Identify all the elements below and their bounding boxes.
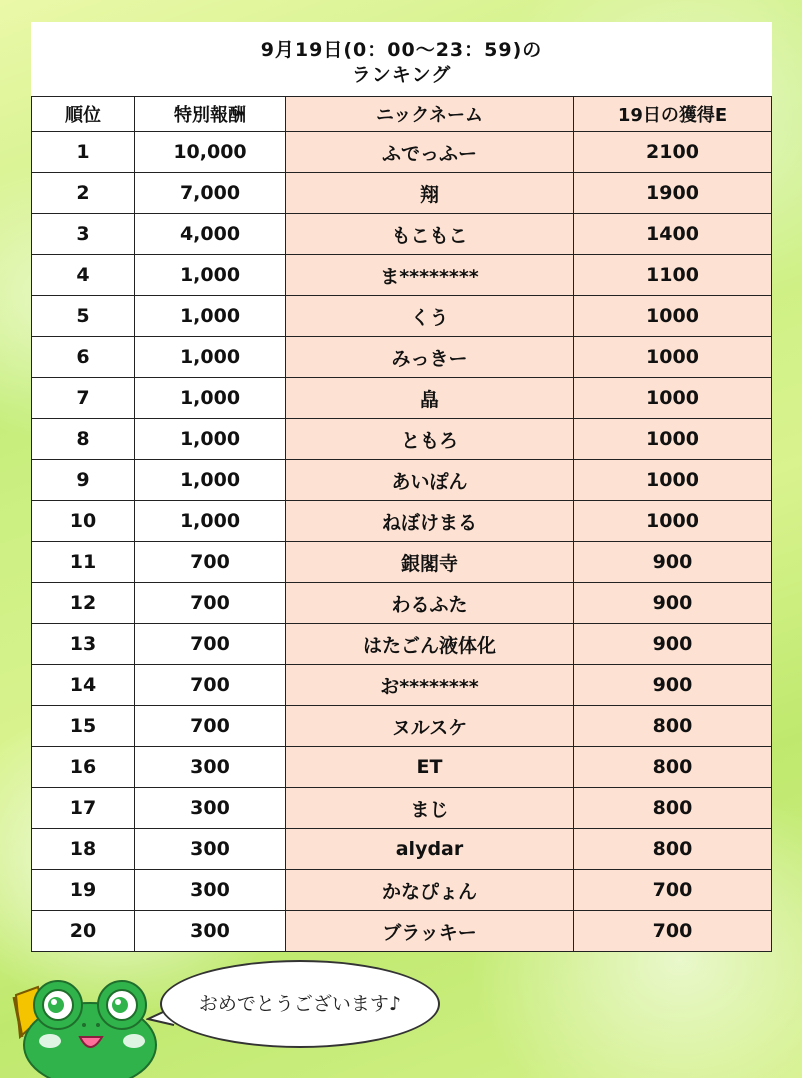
cell-reward: 300	[135, 911, 286, 952]
cell-nickname: ふでっふー	[286, 132, 574, 173]
cell-nickname: 皛	[286, 378, 574, 419]
table-row	[32, 829, 772, 870]
cell-nickname: ブラッキー	[286, 911, 574, 952]
frog-mascot-icon	[10, 975, 160, 1078]
cell-earned: 1000	[574, 419, 772, 460]
table-row	[32, 296, 772, 337]
cell-earned: 1000	[574, 337, 772, 378]
title-line-2: ランキング	[351, 64, 452, 86]
cell-rank: 18	[32, 829, 135, 870]
cell-reward: 1,000	[135, 419, 286, 460]
cell-reward: 1,000	[135, 255, 286, 296]
cell-rank: 11	[32, 542, 135, 583]
cell-rank: 13	[32, 624, 135, 665]
cell-nickname: まじ	[286, 788, 574, 829]
cell-earned: 700	[574, 870, 772, 911]
cell-rank: 3	[32, 214, 135, 255]
cell-nickname: 銀閣寺	[286, 542, 574, 583]
cell-nickname: ねぼけまる	[286, 501, 574, 542]
table-row	[32, 665, 772, 706]
cell-reward: 700	[135, 706, 286, 747]
table-row	[32, 132, 772, 173]
cell-rank: 20	[32, 911, 135, 952]
table-header-row	[32, 97, 772, 132]
cell-rank: 19	[32, 870, 135, 911]
header-reward: 特別報酬	[135, 97, 286, 132]
header-rank: 順位	[32, 97, 135, 132]
cell-rank: 8	[32, 419, 135, 460]
cell-rank: 2	[32, 173, 135, 214]
cell-nickname: 翔	[286, 173, 574, 214]
cell-nickname: ヌルスケ	[286, 706, 574, 747]
cell-reward: 1,000	[135, 460, 286, 501]
speech-bubble-text: おめでとうございます♪	[198, 993, 402, 1015]
table-row	[32, 378, 772, 419]
cell-nickname: あいぽん	[286, 460, 574, 501]
cell-rank: 16	[32, 747, 135, 788]
cell-earned: 1400	[574, 214, 772, 255]
cell-reward: 1,000	[135, 501, 286, 542]
table-row	[32, 542, 772, 583]
cell-earned: 2100	[574, 132, 772, 173]
table-row	[32, 501, 772, 542]
cell-earned: 900	[574, 583, 772, 624]
cell-earned: 1000	[574, 378, 772, 419]
cell-rank: 1	[32, 132, 135, 173]
cell-rank: 4	[32, 255, 135, 296]
cell-reward: 700	[135, 583, 286, 624]
cell-rank: 12	[32, 583, 135, 624]
table-row	[32, 255, 772, 296]
cell-earned: 900	[574, 665, 772, 706]
table-row	[32, 747, 772, 788]
cell-earned: 900	[574, 542, 772, 583]
cell-reward: 300	[135, 747, 286, 788]
cell-reward: 700	[135, 624, 286, 665]
cell-rank: 15	[32, 706, 135, 747]
cell-earned: 1000	[574, 296, 772, 337]
cell-nickname: ET	[286, 747, 574, 788]
table-row	[32, 419, 772, 460]
table-row	[32, 788, 772, 829]
cell-rank: 14	[32, 665, 135, 706]
cell-earned: 1100	[574, 255, 772, 296]
cell-earned: 800	[574, 747, 772, 788]
cell-nickname: ま********	[286, 255, 574, 296]
cell-earned: 1900	[574, 173, 772, 214]
cell-earned: 1000	[574, 460, 772, 501]
header-earned: 19日の獲得E	[574, 97, 772, 132]
cell-rank: 9	[32, 460, 135, 501]
cell-reward: 300	[135, 829, 286, 870]
cell-earned: 800	[574, 829, 772, 870]
cell-earned: 800	[574, 788, 772, 829]
table-row	[32, 870, 772, 911]
cell-rank: 7	[32, 378, 135, 419]
cell-earned: 800	[574, 706, 772, 747]
cell-nickname: みっきー	[286, 337, 574, 378]
cell-earned: 700	[574, 911, 772, 952]
cell-rank: 6	[32, 337, 135, 378]
table-row	[32, 214, 772, 255]
cell-reward: 300	[135, 788, 286, 829]
table-row	[32, 337, 772, 378]
table-row	[32, 624, 772, 665]
cell-nickname: alydar	[286, 829, 574, 870]
cell-nickname: はたごん液体化	[286, 624, 574, 665]
table-row	[32, 460, 772, 501]
cell-nickname: もこもこ	[286, 214, 574, 255]
header-nickname: ニックネーム	[286, 97, 574, 132]
cell-reward: 10,000	[135, 132, 286, 173]
table-row	[32, 583, 772, 624]
cell-rank: 5	[32, 296, 135, 337]
ranking-title	[31, 22, 772, 96]
table-row	[32, 706, 772, 747]
title-line-1: 9月19日(0：00～23：59)の	[260, 39, 543, 61]
table-row	[32, 173, 772, 214]
cell-nickname: お********	[286, 665, 574, 706]
cell-reward: 4,000	[135, 214, 286, 255]
ranking-table	[31, 96, 772, 952]
cell-reward: 1,000	[135, 296, 286, 337]
cell-rank: 10	[32, 501, 135, 542]
cell-nickname: わるふた	[286, 583, 574, 624]
cell-reward: 700	[135, 665, 286, 706]
cell-earned: 1000	[574, 501, 772, 542]
cell-earned: 900	[574, 624, 772, 665]
cell-reward: 7,000	[135, 173, 286, 214]
ranking-table-body	[32, 132, 772, 952]
cell-nickname: くう	[286, 296, 574, 337]
cell-reward: 700	[135, 542, 286, 583]
cell-reward: 300	[135, 870, 286, 911]
cell-rank: 17	[32, 788, 135, 829]
table-row	[32, 911, 772, 952]
cell-nickname: かなぴょん	[286, 870, 574, 911]
cell-nickname: ともろ	[286, 419, 574, 460]
cell-reward: 1,000	[135, 337, 286, 378]
cell-reward: 1,000	[135, 378, 286, 419]
